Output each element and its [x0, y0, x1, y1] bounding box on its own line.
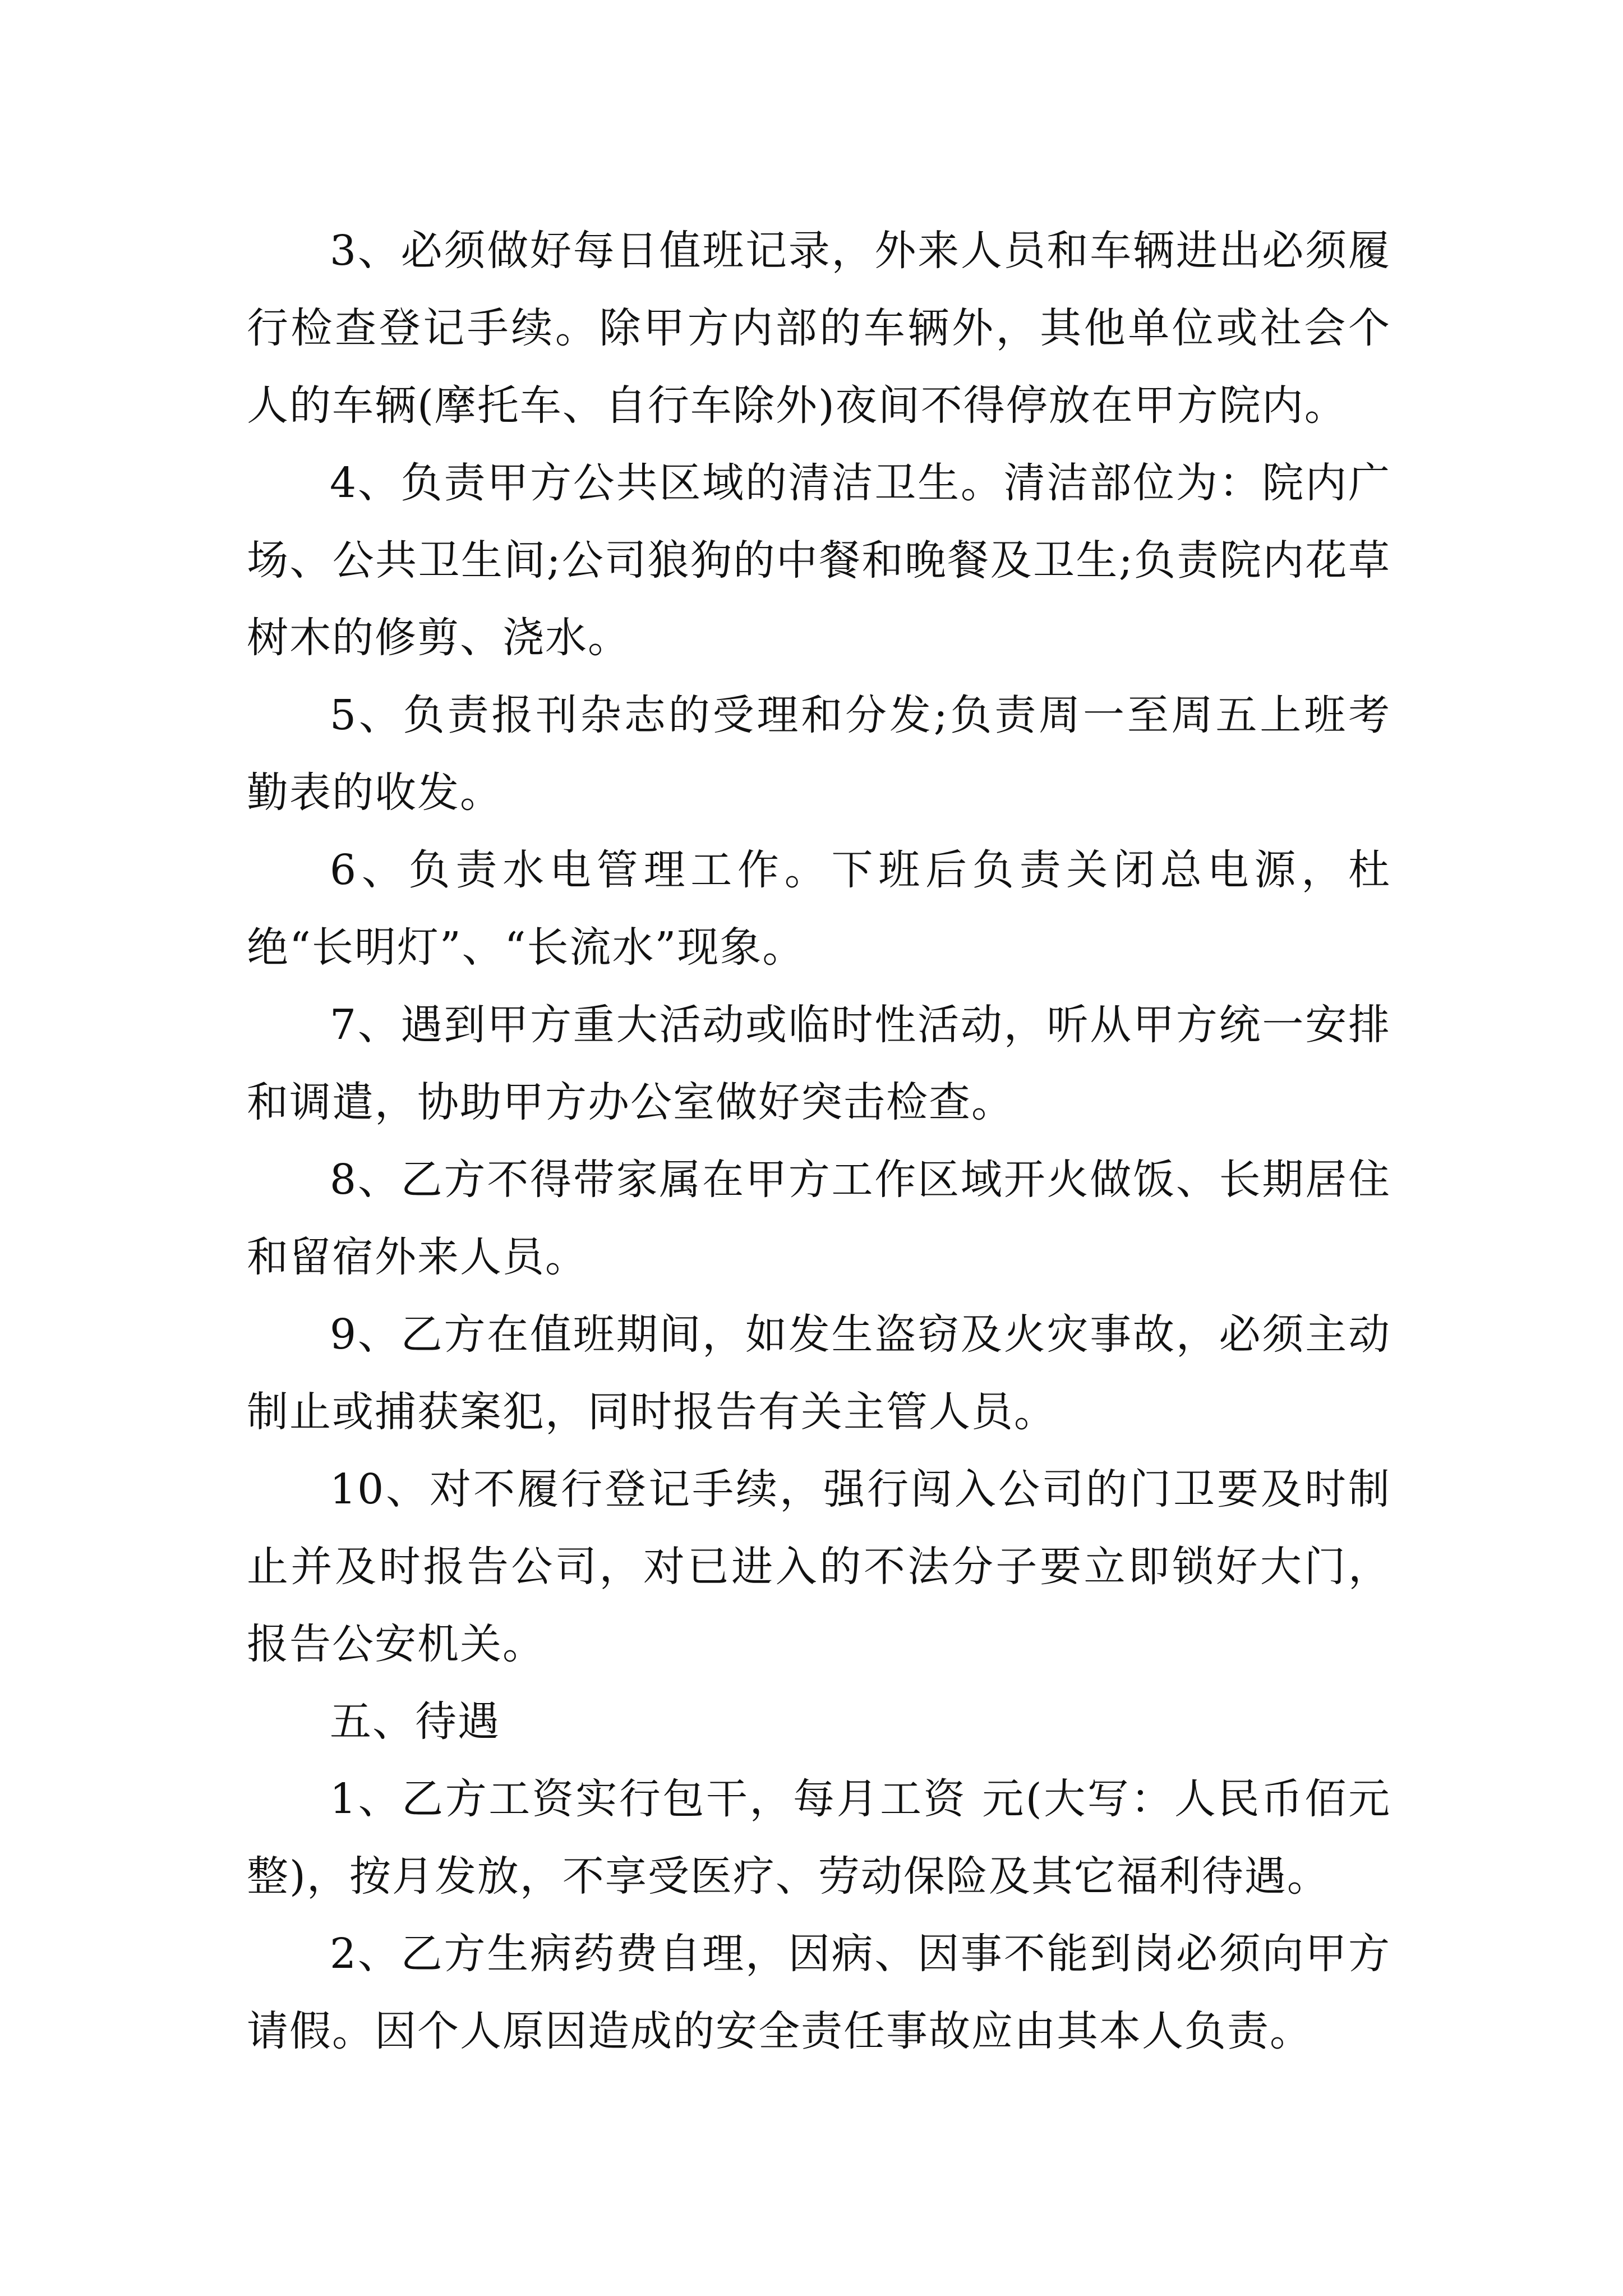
paragraph-5: 5、负责报刊杂志的受理和分发;负责周一至周五上班考勤表的收发。 — [247, 691, 1391, 817]
paragraph-treatment-1: 1、乙方工资实行包干，每月工资 元(大写：人民币佰元整)，按月发放，不享受医疗、劳动保险及其它福利待遇。 — [247, 1775, 1391, 1901]
paragraph-treatment-2: 2、乙方生病药费自理，因病、因事不能到岗必须向甲方请假。因个人原因造成的安全责任事故应由其本人负责。 — [247, 1930, 1391, 2055]
paragraph-9: 9、乙方在值班期间，如发生盗窃及火灾事故，必须主动制止或捕获案犯，同时报告有关主管人员。 — [247, 1310, 1391, 1436]
paragraph-7: 7、遇到甲方重大活动或临时性活动，听从甲方统一安排和调遣，协助甲方办公室做好突击检查。 — [247, 1001, 1391, 1126]
paragraph-4: 4、负责甲方公共区域的清洁卫生。清洁部位为：院内广场、公共卫生间;公司狼狗的中餐和晚餐及卫生;负责院内花草树木的修剪、浇水。 — [247, 459, 1391, 662]
paragraph-6: 6、负责水电管理工作。下班后负责关闭总电源，杜绝“长明灯”、“长流水”现象。 — [247, 846, 1391, 972]
document-body — [247, 212, 1391, 2070]
paragraph-3: 3、必须做好每日值班记录，外来人员和车辆进出必须履行检查登记手续。除甲方内部的车辆外，其他单位或社会个人的车辆(摩托车、自行车除外)夜间不得停放在甲方院内。 — [247, 227, 1391, 430]
paragraph-10: 10、对不履行登记手续，强行闯入公司的门卫要及时制止并及时报告公司，对已进入的不法分子要立即锁好大门，报告公安机关。 — [247, 1465, 1391, 1668]
paragraph-8: 8、乙方不得带家属在甲方工作区域开火做饭、长期居住和留宿外来人员。 — [247, 1156, 1391, 1281]
section-heading-treatment: 五、待遇 — [330, 1697, 500, 1746]
